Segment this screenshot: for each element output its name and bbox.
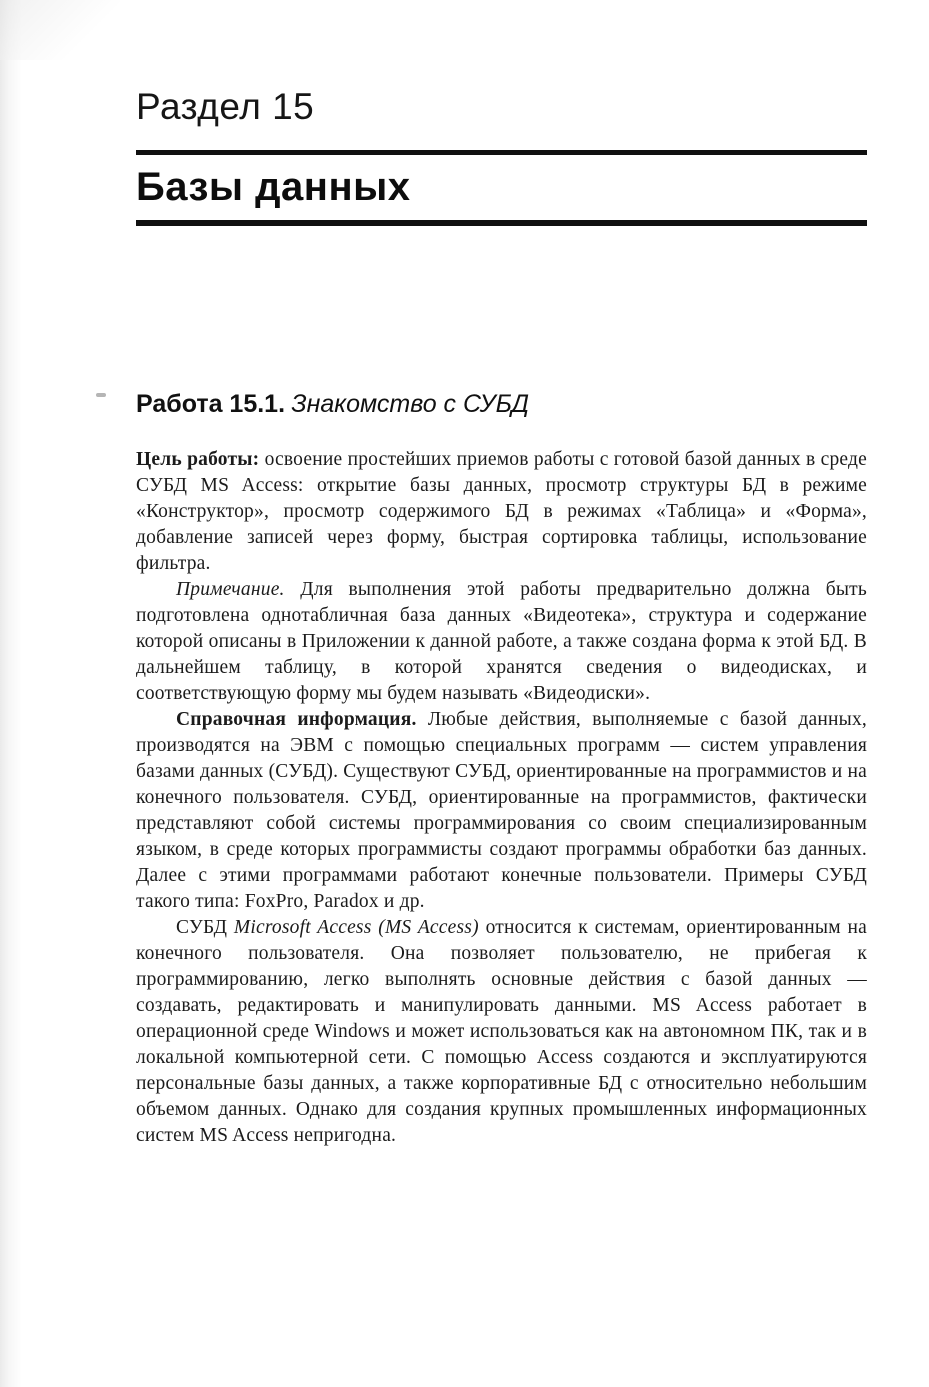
paragraph-note-lead: Примечание. — [176, 579, 285, 600]
page-content — [136, 0, 867, 1149]
paragraph-goal-lead: Цель работы: — [136, 449, 260, 470]
paragraph-reference — [136, 707, 867, 915]
paragraph-access-text: относится к системам, ориентированным на конечного пользователя. Она позволяет пользователю, не прибегая к программированию, легко выполнять основные действия с базой данных — создавать, редактировать и манипулировать данными. MS Access работает в операционной среде Windows и может использоваться как на автономном ПК, так и в локальной компьютерной сети. С помощью Access создаются и эксплуатируются персональные базы данных, а также корпоративные БД с относительно небольшим объемом данных. Однако для создания крупных промышленных информационных систем MS Access непригодна. — [136, 917, 868, 1146]
paragraph-access-lead: Microsoft Access (MS Access) — [233, 917, 479, 938]
paragraph-reference-lead: Справочная информация. — [176, 709, 417, 730]
paragraph-note-text: Для выполнения этой работы предварительно должна быть подготовлена однотабличная база данных «Видеотека», структура и содержание которой описаны в Приложении к данной работе, а также создана форма к этой БД. В дальнейшем таблицу, в которой хранятся сведения о видеодисках, и соответствующую форму мы будем называть «Видеодиски». — [136, 579, 867, 704]
paragraph-access — [136, 915, 867, 1149]
chapter-title: Базы данных — [136, 165, 411, 209]
body-text — [136, 447, 867, 1149]
section-title: Знакомство с СУБД — [291, 390, 529, 418]
paragraph-goal-text: освоение простейших приемов работы с готовой базой данных в среде СУБД MS Access: открытие базы данных, просмотр структуры БД в режиме «Конструктор», просмотр содержимого БД в режимах «Таблица» и «Форма», добавление записей через форму, быстрая сортировка таблицы, использование фильтра. — [136, 449, 867, 574]
scan-corner-artifact — [0, 0, 120, 60]
bottom-rule — [136, 220, 867, 226]
scan-mark-artifact — [96, 393, 106, 397]
paragraph-reference-text: Любые действия, выполняемые с базой данных, производятся на ЭВМ с помощью специальных программ — систем управления базами данных (СУБД). Существуют СУБД, ориентированные на программистов и на конечного пользователя. СУБД, ориентированные на программистов, фактически представляют собой системы программирования со своим специализированным языком, в среде которых программисты создают программы обработки баз данных. Далее с этими программами работают конечные пользователи. Примеры СУБД такого типа: FoxPro, Paradox и др. — [136, 709, 867, 912]
paragraph-note — [136, 577, 867, 707]
chapter-number: Раздел 15 — [136, 86, 315, 127]
paragraph-access-pre: СУБД — [176, 917, 228, 938]
section-heading — [136, 390, 867, 419]
paragraph-goal — [136, 447, 867, 577]
scan-edge-artifact — [0, 0, 22, 1387]
section-label: Работа 15.1. — [136, 390, 286, 418]
